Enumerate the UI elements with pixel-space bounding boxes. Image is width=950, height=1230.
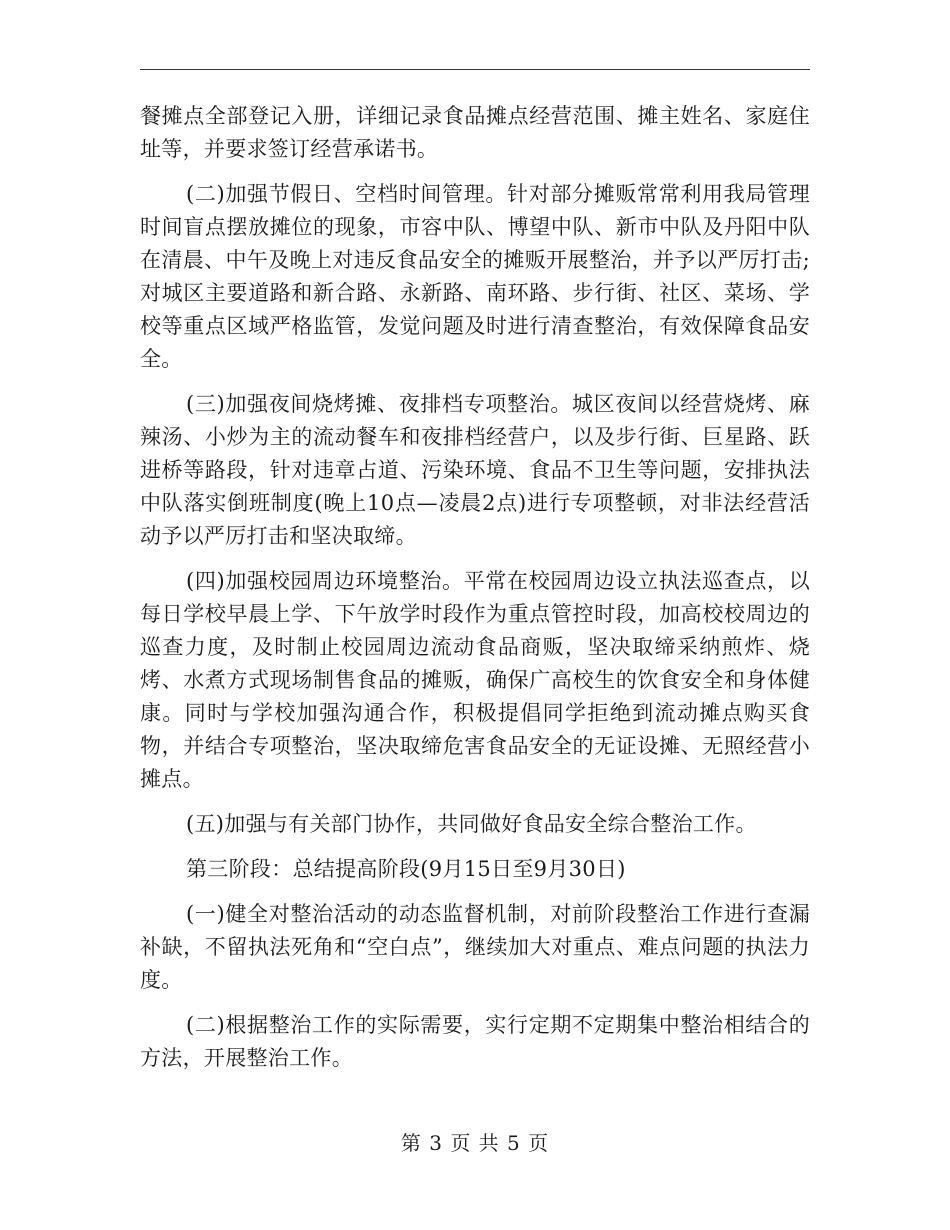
page-number: 第 3 页 共 5 页 (400, 1131, 550, 1155)
header-rule (140, 69, 810, 70)
paragraph-1: 餐摊点全部登记入册，详细记录食品摊点经营范围、摊主姓名、家庭住址等，并要求签订经营承诺书。 (140, 104, 810, 161)
document-body (140, 100, 810, 1087)
paragraph-3: (三)加强夜间烧烤摊、夜排档专项整治。城区夜间以经营烧烤、麻辣汤、小炒为主的流动餐车和夜排档经营户，以及步行街、巨星路、跃进桥等路段，针对违章占道、污染环境、食品不卫生等问题，安排执法中队落实倒班制度(晚上10点—凌晨2点)进行专项整顿，对非法经营活动予以严厉打击和坚决取缔。 (140, 392, 810, 548)
paragraph-8: (二)根据整治工作的实际需要，实行定期不定期集中整治相结合的方法，开展整治工作。 (140, 1013, 810, 1070)
paragraph-4: (四)加强校园周边环境整治。平常在校园周边设立执法巡查点，以每日学校早晨上学、下午放学时段作为重点管控时段，加高校校周边的巡查力度，及时制止校园周边流动食品商贩，坚决取缔采纳煎炸、烧烤、水煮方式现场制售食品的摊贩，确保广高校生的饮食安全和身体健康。同时与学校加强沟通合作，积极提倡同学拒绝到流动摊点购买食物，并结合专项整治，坚决取缔危害食品安全的无证设摊、无照经营小摊点。 (140, 569, 810, 791)
paragraph-5: (五)加强与有关部门协作，共同做好食品安全综合整治工作。 (186, 812, 757, 836)
paragraph-7: (一)健全对整治活动的动态监督机制，对前阶段整治工作进行查漏补缺，不留执法死角和“空白点”，继续加大对重点、难点问题的执法力度。 (140, 902, 810, 992)
section-heading-stage-3: 第三阶段：总结提高阶段(9月15日至9月30日) (186, 857, 626, 881)
paragraph-2: (二)加强节假日、空档时间管理。针对部分摊贩常常利用我局管理时间盲点摆放摊位的现象，市容中队、博望中队、新市中队及丹阳中队在清晨、中午及晚上对违反食品安全的摊贩开展整治，并予以严厉打击;对城区主要道路和新合路、永新路、南环路、步行街、社区、菜场、学校等重点区域严格监管，发觉问题及时进行清查整治，有效保障食品安全。 (140, 182, 810, 371)
